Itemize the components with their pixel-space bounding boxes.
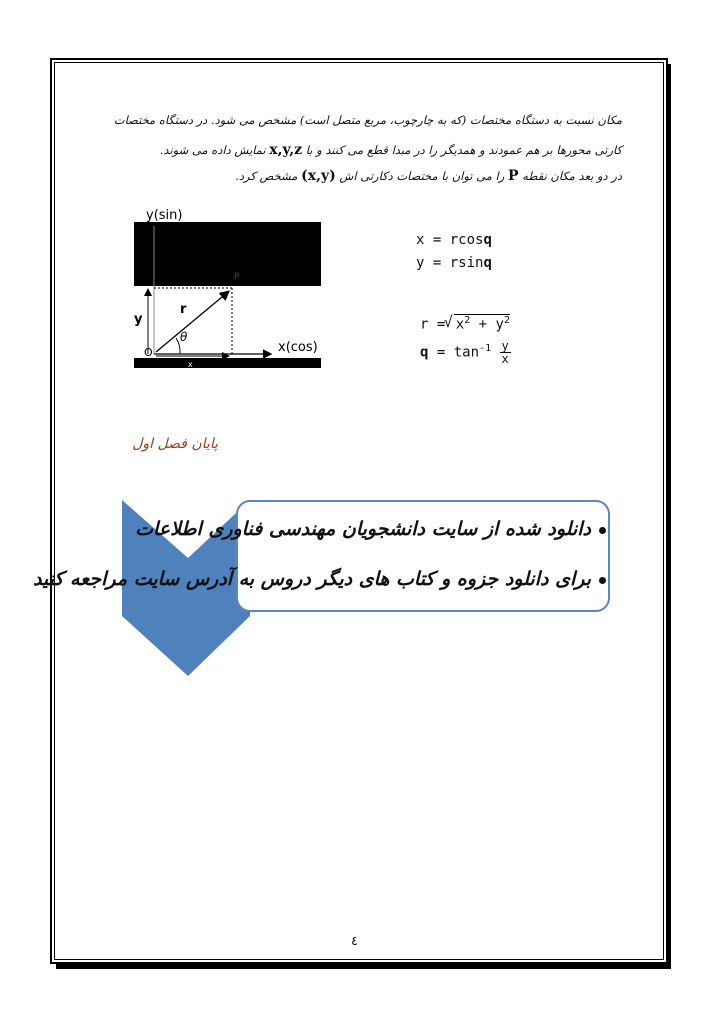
xyz-symbol: x,y,z	[269, 142, 303, 158]
xy-symbol: (x,y)	[301, 168, 336, 184]
page-border-shadow	[56, 964, 671, 969]
figure-black-band-top	[134, 222, 321, 286]
chapter-end-text: پایان فصل اول	[132, 436, 218, 452]
page-border-shadow	[666, 64, 671, 968]
y-axis-label: y(sin)	[146, 208, 183, 223]
point-p-symbol: P	[507, 168, 519, 184]
equation-x: x = rcosq	[416, 232, 492, 248]
download-banner	[236, 500, 610, 612]
x-axis-label: x(cos)	[278, 340, 318, 355]
figure-black-band-bottom	[134, 358, 321, 368]
point-label: P	[234, 272, 240, 282]
banner-bullet-2: برای دانلود جزوه و کتاب های دیگر دروس به آدرس سایت مراجعه کنید	[33, 568, 606, 590]
bullet-icon	[599, 527, 606, 534]
origin-label: O	[144, 346, 153, 359]
page-number: ٤	[351, 934, 358, 949]
fraction: $\frac{y}{x}$	[501, 339, 509, 366]
x-label: x	[188, 360, 193, 369]
paragraph-line-1: مکان نسبت به دستگاه مختصات (که به چارچوب، مربع متصل است) مشخص می شود. در دستگاه مختصات	[113, 113, 622, 127]
sqrt-icon: √ $x^2 + y^2$	[443, 313, 510, 333]
r-label: r	[180, 302, 187, 317]
paragraph-line-3: در دو بعد مکان نقطه P را می توان با مختصات دکارتی اش (x,y) مشخص کرد.	[235, 168, 622, 184]
theta-label: θ	[180, 330, 188, 344]
banner-bullet-1: دانلود شده از سایت دانشجویان مهندسی فناوری اطلاعات	[135, 518, 606, 540]
equation-y: y = rsinq	[416, 255, 492, 271]
polar-coordinates-figure	[120, 206, 340, 376]
y-label: y	[134, 312, 143, 327]
paragraph-line-2: کارتی محورها بر هم عمودند و همدیگر را در مبدا قطع می کنند و با x,y,z نمایش داده می شوند.	[159, 142, 622, 158]
equation-q: $q = \tan^{-1}$ $\frac{y}{x}$	[420, 339, 509, 366]
bullet-icon	[599, 577, 606, 584]
equation-r: r = √ $x^2 + y^2$	[420, 313, 510, 333]
